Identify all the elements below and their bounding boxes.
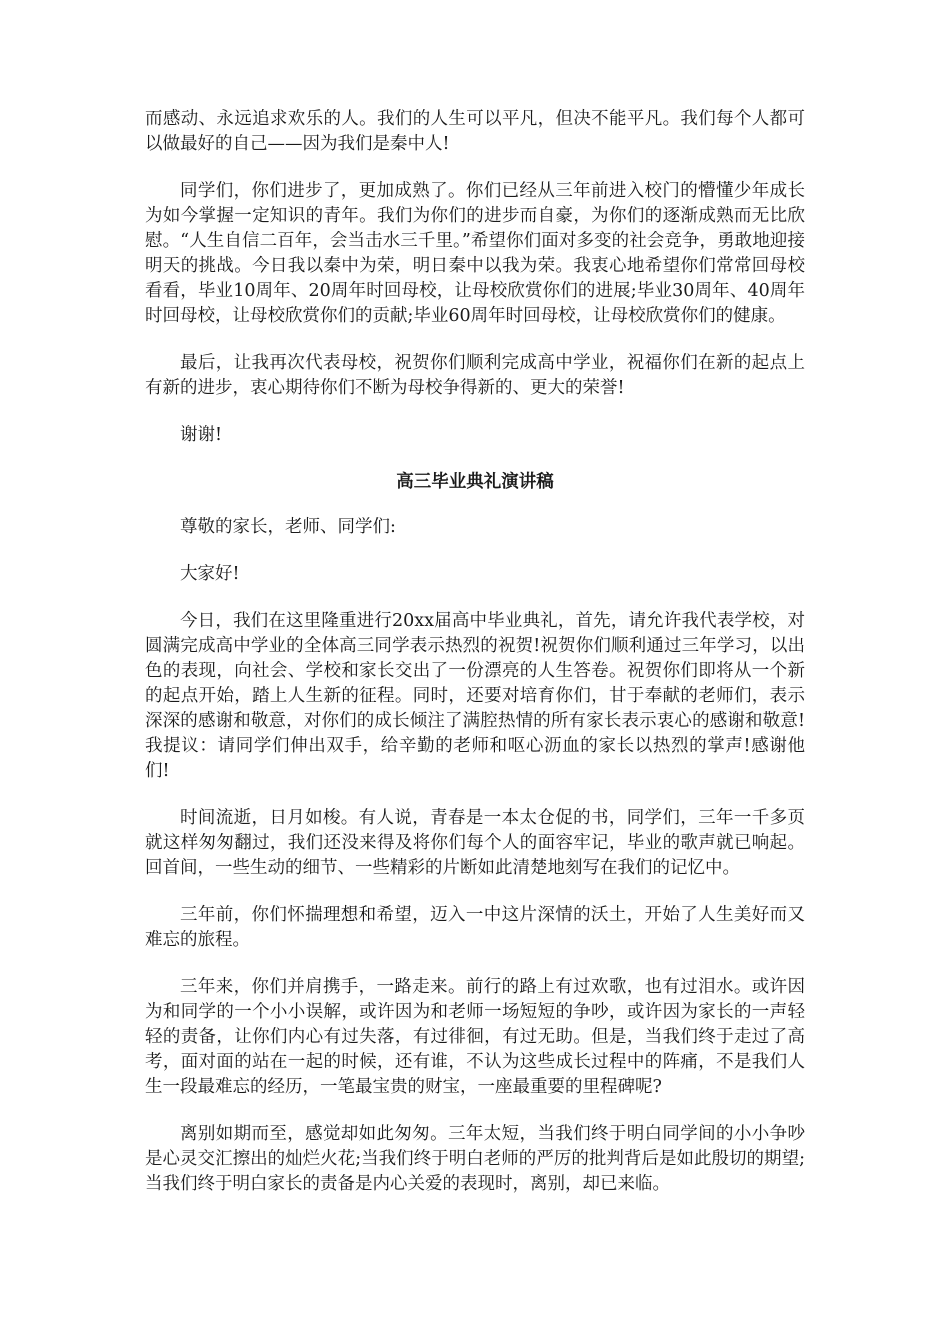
paragraph-greeting: 大家好! <box>180 564 240 584</box>
document-body <box>145 107 805 1219</box>
paragraph-closing-wishes: 最后，让我再次代表母校，祝贺你们顺利完成高中学业，祝福你们在新的起点上有新的进步，衷心期待你们不断为母校争得新的、更大的荣誉! <box>145 353 805 398</box>
paragraph-continuation: 而感动、永远追求欢乐的人。我们的人生可以平凡，但决不能平凡。我们每个人都可以做最好的自己——因为我们是秦中人! <box>145 109 805 154</box>
paragraph-parting: 离别如期而至，感觉却如此匆匆。三年太短，当我们终于明白同学间的小小争吵是心灵交汇擦出的灿烂火花;当我们终于明白老师的严厉的批判背后是如此殷切的期望;当我们终于明白家长的责备是内心关爱的表现时，离别，却已来临。 <box>145 1124 805 1194</box>
paragraph-three-years-together: 三年来，你们并肩携手，一路走来。前行的路上有过欢歌，也有过泪水。或许因为和同学的一个小小误解，或许因为和老师一场短短的争吵，或许因为家长的一声轻轻的责备，让你们内心有过失落，有过徘徊，有过无助。但是，当我们终于走过了高考，面对面的站在一起的时候，还有谁，不认为这些成长过程中的阵痛，不是我们人生一段最难忘的经历，一笔最宝贵的财宝，一座最重要的里程碑呢? <box>145 977 805 1097</box>
paragraph-three-years-ago: 三年前，你们怀揣理想和希望，迈入一中这片深情的沃土，开始了人生美好而又难忘的旅程。 <box>145 905 805 950</box>
paragraph-salutation: 尊敬的家长，老师、同学们: <box>180 517 396 537</box>
paragraph-time-flies: 时间流逝，日月如梭。有人说，青春是一本太仓促的书，同学们，三年一千多页就这样匆匆翻过，我们还没来得及将你们每个人的面容牢记，毕业的歌声就已响起。回首间，一些生动的细节、一些精彩的片断如此清楚地刻写在我们的记忆中。 <box>145 808 805 878</box>
paragraph-progress: 同学们，你们进步了，更加成熟了。你们已经从三年前进入校门的懵懂少年成长为如今掌握一定知识的青年。我们为你们的进步而自豪，为你们的逐渐成熟而无比欣慰。“人生自信二百年，会当击水三千里。”希望你们面对多变的社会竞争，勇敢地迎接明天的挑战。今日我以秦中为荣，明日秦中以我为荣。我衷心地希望你们常常回母校看看，毕业10周年、20周年时回母校，让母校欣赏你们的进展;毕业30周年、40周年时回母校，让母校欣赏你们的贡献;毕业60周年时回母校，让母校欣赏你们的健康。 <box>145 181 805 326</box>
paragraph-ceremony: 今日，我们在这里隆重进行20xx届高中毕业典礼，首先，请允许我代表学校，对圆满完成高中学业的全体高三同学表示热烈的祝贺!祝贺你们顺利通过三年学习，以出色的表现，向社会、学校和家长交出了一份漂亮的人生答卷。祝贺你们即将从一个新的起点开始，踏上人生新的征程。同时，还要对培育你们，甘于奉献的老师们，表示深深的感谢和敬意，对你们的成长倾注了满腔热情的所有家长表示衷心的感谢和敬意!我提议：请同学们伸出双手，给辛勤的老师和呕心沥血的家长以热烈的掌声!感谢他们! <box>145 611 805 781</box>
paragraph-thanks: 谢谢! <box>180 425 223 445</box>
document-title: 高三毕业典礼演讲稿 <box>396 472 554 492</box>
